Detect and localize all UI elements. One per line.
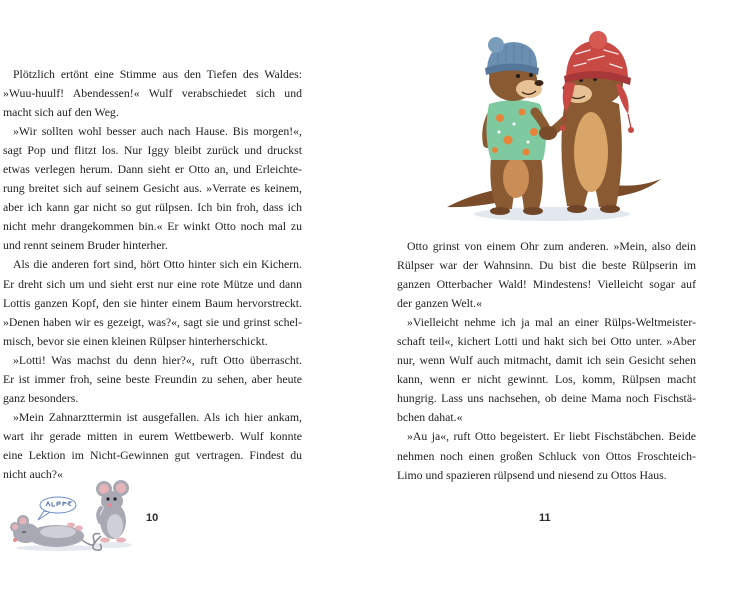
text-line: wart ihr gerade mitten in eurem Wettbewerb. Wulf konnte: [3, 429, 302, 444]
text-line: Rülpser war der Wahnsinn. Du bist die beste Rülpserin im: [397, 257, 696, 272]
red-pompon: [589, 31, 607, 49]
left-page-text: [3, 65, 302, 485]
sitting-mouse-foot: [116, 538, 126, 543]
text-line: der ganzen Welt.«: [397, 295, 482, 310]
otter-otto: [447, 37, 547, 215]
otto-foot: [523, 207, 543, 215]
sitting-mouse-foot: [100, 538, 110, 543]
text-line: Als die anderen fort sind, hört Otto hinter sich ein Kichern.: [13, 257, 302, 272]
text-line: Er ist immer froh, seine beste Freundin zu sehen, aber heute: [3, 372, 302, 386]
text-line: »Wir sollten wohl besser auch nach Hause. Bis morgen!«,: [13, 123, 302, 138]
text-line: Limo und spazieren rülpsend und niesend zu Ottos Haus.: [397, 467, 667, 482]
text-line: Plötzlich ertönt eine Stimme aus den Tiefen des Waldes:: [13, 66, 302, 81]
paragraph: [397, 427, 696, 484]
lying-mouse-foot: [67, 523, 75, 528]
text-line: eine Lektion im Nicht-Gewinnen gut vertragen. Findest du: [3, 448, 302, 463]
text-line: macht sich auf den Weg.: [3, 104, 119, 119]
lying-mouse: [10, 515, 100, 547]
text-line: misch, bevor sie einen kleinen Rülpser hinterherschickt.: [3, 333, 268, 348]
text-line: »Wuu-huulf! Abendessen!« Wulf verabschiedet sich und: [3, 85, 302, 100]
lying-mouse-foot: [75, 526, 83, 531]
text-line: ganz besonders.: [3, 391, 79, 406]
speech-bubble: [38, 497, 76, 520]
text-line: Lottis ganzen Kopf, den sie hinter einem Baum hervorstreckt.: [3, 295, 302, 310]
text-line: und rennt seinem Bruder hinterher.: [3, 238, 168, 253]
text-line: »Denen haben wir es gezeigt, was?«, sagt sie und grinst schel-: [3, 314, 302, 329]
lotti-foot: [567, 205, 587, 213]
otter-lotti: [539, 31, 661, 213]
paragraph: [3, 408, 302, 484]
blue-pompon: [488, 37, 504, 53]
text-line: etwas verlegen herum. Dann sieht er Otto an, und Erleichte-: [3, 161, 302, 176]
paragraph: [3, 351, 302, 408]
text-line: Er dreht sich um und sieht erst nur eine rote Mütze und dann: [3, 276, 302, 291]
text-line: kann, wenn er nicht gewinnt. Los, komm, Rülpsen macht: [397, 372, 696, 387]
mice-illustration: [10, 476, 135, 556]
text-line: nicht auch?«: [3, 467, 63, 482]
text-line: bchen dahat.«: [397, 410, 463, 425]
text-line: »Mein Zahnarzttermin ist ausgefallen. Als ich hier ankam,: [13, 410, 302, 425]
text-line: »Au ja«, ruft Otto begeistert. Er liebt Fischstäbchen. Beide: [407, 429, 696, 444]
text-line: nur, wenn Wulf auch mitmacht, damit ich sein Gesicht sehen: [397, 353, 696, 368]
text-line: schaft teil«, kichert Lotti und hakt sich bei Otto unter. »Aber: [397, 333, 696, 348]
paragraph: [3, 65, 302, 122]
joined-hands: [539, 126, 557, 140]
text-line: aber ich kann gar nicht so gut rülpsen. Ich bin froh, dass ich: [3, 200, 302, 215]
text-line: »Lotti! Was machst du denn hier?«, ruft Otto überrascht.: [13, 352, 302, 367]
page-number-left: 10: [146, 512, 159, 524]
text-line: »Vielleicht nehme ich ja mal an einer Rülps-Weltmeister-: [407, 314, 696, 329]
paragraph: [397, 313, 696, 428]
otto-nose: [535, 80, 544, 86]
lotti-foot: [600, 205, 620, 213]
text-line: rung breitet sich auf seinem Gesicht aus. »Verrate es keinem,: [3, 181, 302, 196]
blue-knit-hat: [485, 37, 539, 75]
right-page-text: [397, 237, 696, 485]
text-line: nicht mehr drangekommen bin.« Er winkt Otto noch mal zu: [3, 219, 302, 234]
sitting-mouse-head: [101, 491, 123, 511]
text-line: nehmen noch einen großen Schluck von Ottos Froschteich-: [397, 448, 696, 463]
text-line: sagt Pop und flitzt los. Nur Iggy bleibt zurück und druckst: [3, 142, 302, 157]
otto-foot: [490, 207, 510, 215]
text-line: hungrig. Lass uns nachsehen, ob deine Mama noch Fischstä-: [397, 391, 696, 406]
paragraph: [397, 237, 696, 313]
sitting-mouse: [93, 480, 129, 550]
otters-holding-hands-illustration: [440, 30, 670, 230]
text-line: ganzen Otterbacher Wald! Mindestens! Vielleicht sogar auf: [397, 276, 696, 291]
paragraph: [3, 255, 302, 350]
text-line: Otto grinst von einem Ohr zum anderen. »Mein, also dein: [407, 238, 696, 253]
paragraph: [3, 122, 302, 256]
page-number-right: 11: [539, 512, 551, 524]
lotti-belly: [574, 112, 608, 192]
